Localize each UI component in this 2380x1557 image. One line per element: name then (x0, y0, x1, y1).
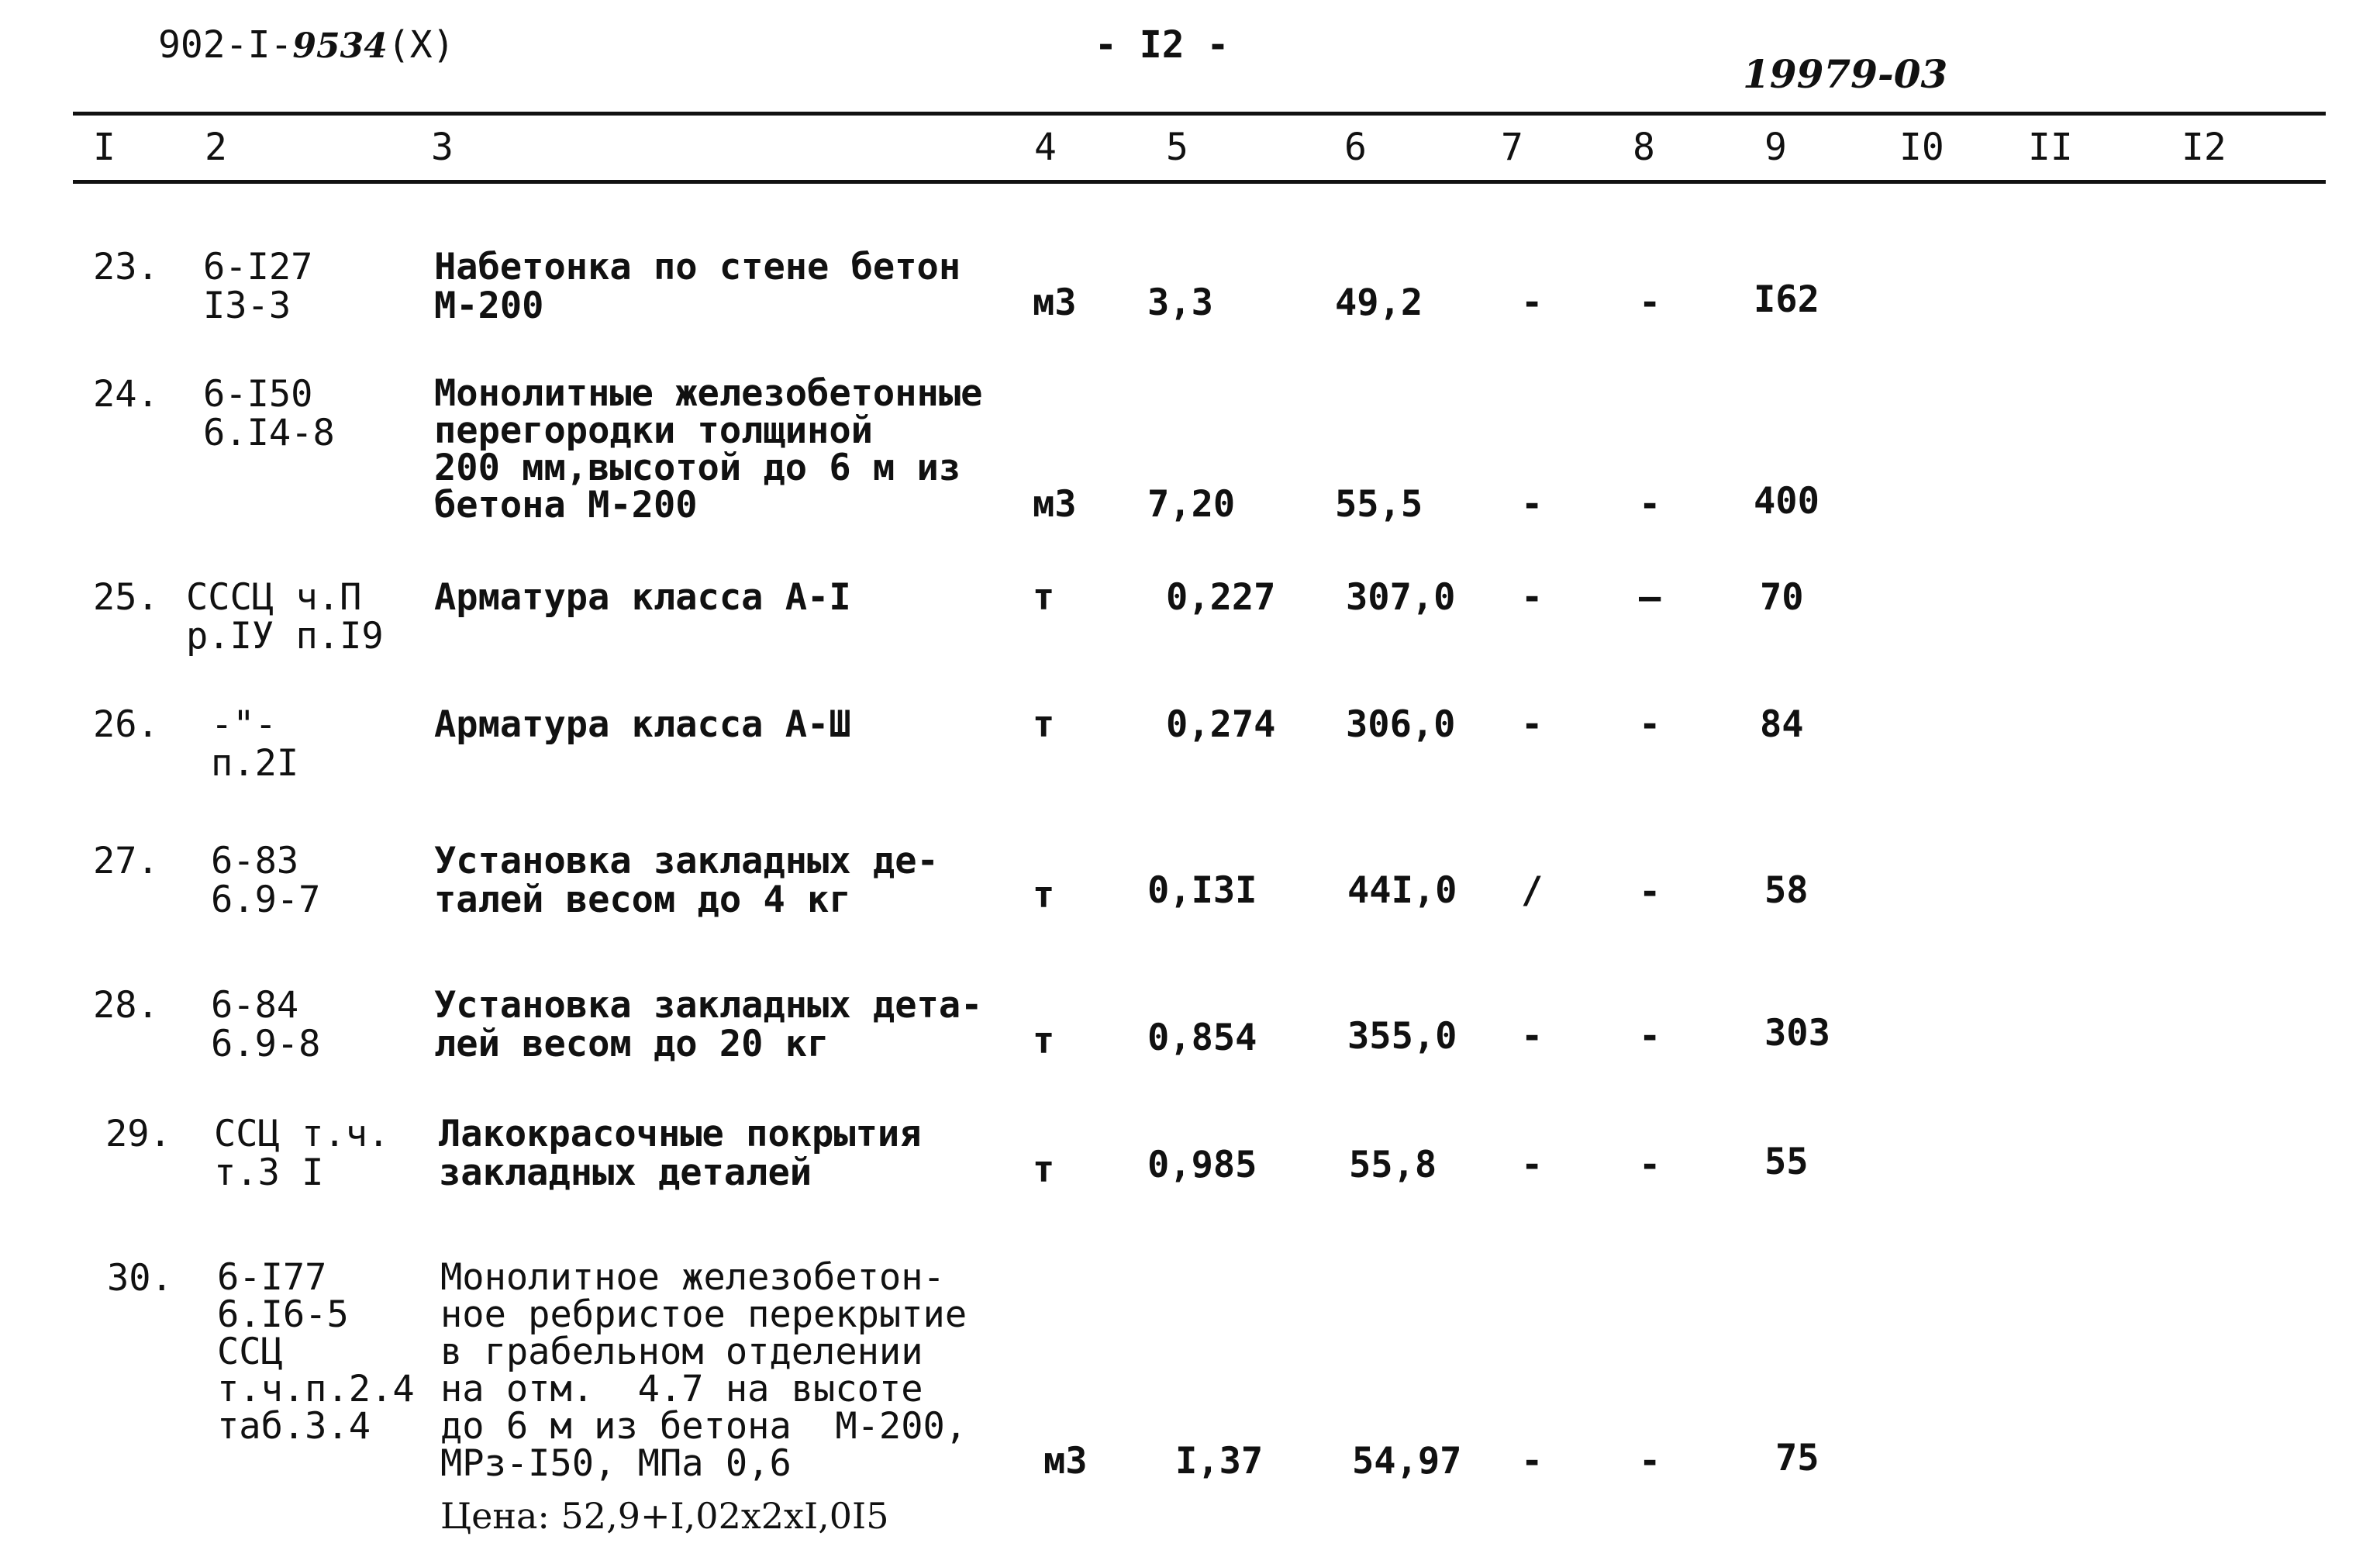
total-cost: I62 (1754, 278, 1819, 321)
quantity: I,37 (1175, 1440, 1264, 1483)
column-8-value: - (1639, 281, 1661, 324)
document-code-handwritten: 9534 (292, 26, 388, 66)
row-number: 27. (93, 840, 159, 882)
column-8-value: - (1639, 483, 1661, 526)
column-7-value: - (1521, 281, 1544, 324)
column-7-value: / (1521, 869, 1544, 912)
column-8-value: - (1639, 1144, 1661, 1186)
document-code-prefix: 902-I- (158, 23, 293, 67)
work-description: Установка закладных дета- лей весом до 20 кг (434, 984, 983, 1065)
work-description: Арматура класса А-Ш (434, 703, 851, 746)
total-cost: 75 (1775, 1437, 1819, 1479)
column-number-12: I2 (2182, 126, 2227, 169)
quantity: 0,I3I (1147, 869, 1257, 912)
column-8-value: — (1639, 576, 1661, 619)
column-number-7: 7 (1501, 126, 1523, 169)
norm-code: 6-I27 I3-3 (203, 246, 313, 327)
unit-price: 55,8 (1349, 1144, 1437, 1186)
quantity: 0,854 (1147, 1017, 1257, 1059)
column-7-value: - (1521, 483, 1544, 526)
column-number-4: 4 (1034, 126, 1057, 169)
column-8-value: - (1639, 1440, 1661, 1483)
column-8-value: - (1639, 1015, 1661, 1058)
total-cost: 400 (1754, 480, 1819, 523)
row-number: 24. (93, 373, 159, 416)
handwritten-stamp: 19979-03 (1743, 51, 1948, 97)
unit-price: 307,0 (1346, 576, 1456, 619)
row-number: 29. (105, 1113, 171, 1155)
page-number: - I2 - (1095, 23, 1230, 67)
row-number: 26. (93, 703, 159, 746)
total-cost: 303 (1764, 1012, 1830, 1055)
column-number-2: 2 (205, 126, 227, 169)
unit: м3 (1033, 483, 1077, 526)
quantity: 0,274 (1166, 703, 1276, 746)
row-number: 23. (93, 246, 159, 288)
column-7-value: - (1521, 1144, 1544, 1186)
unit: т (1033, 1020, 1055, 1062)
column-8-value: - (1639, 871, 1661, 913)
row-number: 25. (93, 576, 159, 619)
unit: т (1033, 1148, 1055, 1191)
column-7-value: - (1521, 1440, 1544, 1483)
unit-price: 54,97 (1352, 1440, 1462, 1483)
unit-price: 55,5 (1335, 483, 1423, 526)
norm-code: -"- п.2I (211, 703, 299, 785)
document-code (158, 23, 455, 67)
unit: м3 (1033, 281, 1077, 324)
header-bottom-rule (73, 180, 2326, 184)
norm-code: 6-84 6.9-8 (211, 984, 321, 1065)
unit-price: 44I,0 (1347, 869, 1457, 912)
work-description: Арматура класса А-I (434, 576, 851, 619)
row-number: 28. (93, 984, 159, 1027)
total-cost: 84 (1760, 703, 1804, 746)
quantity: 0,227 (1166, 576, 1276, 619)
column-number-3: 3 (431, 126, 454, 169)
norm-code: СССЦ ч.П р.IУ п.I9 (186, 576, 384, 658)
column-number-1: I (93, 126, 116, 169)
column-number-10: I0 (1899, 126, 1944, 169)
column-number-11: II (2028, 126, 2073, 169)
work-description: Монолитное железобетон- ное ребристое перекрытие в грабельном отделении на отм. 4.7 на высоте до 6 м из бетона М-200, МРз-I50, МПа 0,6 (440, 1256, 968, 1485)
quantity: 7,20 (1147, 483, 1236, 526)
column-number-8: 8 (1633, 126, 1655, 169)
column-7-value: - (1521, 703, 1544, 746)
unit: м3 (1043, 1440, 1088, 1483)
quantity: 0,985 (1147, 1144, 1257, 1186)
unit-price: 306,0 (1346, 703, 1456, 746)
work-description: Установка закладных де- талей весом до 4 кг (434, 840, 939, 921)
work-description: Лакокрасочные покрытия закладных деталей (439, 1113, 922, 1194)
norm-code: ССЦ т.ч. т.3 I (214, 1113, 390, 1194)
row-number: 30. (107, 1257, 173, 1300)
unit-price: 355,0 (1347, 1015, 1457, 1058)
document-code-suffix: (X) (387, 23, 455, 67)
unit: т (1033, 576, 1055, 619)
total-cost: 55 (1764, 1141, 1809, 1183)
norm-code: 6-I77 6.I6-5 ССЦ т.ч.п.2.4 таб.3.4 (217, 1256, 415, 1448)
total-cost: 58 (1764, 869, 1809, 912)
column-7-value: - (1521, 1015, 1544, 1058)
norm-code: 6-83 6.9-7 (211, 840, 321, 921)
unit: т (1033, 703, 1055, 746)
column-number-6: 6 (1344, 126, 1367, 169)
work-description: Набетонка по стене бетон М-200 (434, 246, 961, 327)
work-description: Монолитные железобетонные перегородки толщиной 200 мм,высотой до 6 м из бетона М-200 (434, 372, 983, 526)
column-number-5: 5 (1166, 126, 1188, 169)
column-7-value: - (1521, 576, 1544, 619)
column-number-9: 9 (1764, 126, 1787, 169)
column-8-value: - (1639, 703, 1661, 746)
unit-price: 49,2 (1335, 281, 1423, 324)
quantity: 3,3 (1147, 281, 1213, 324)
norm-code: 6-I50 6.I4-8 (203, 373, 335, 454)
unit: т (1033, 874, 1055, 917)
header-top-rule (73, 112, 2326, 116)
total-cost: 70 (1760, 576, 1804, 619)
price-note: Цена: 52,9+I,02х2хI,0I5 (440, 1495, 889, 1537)
